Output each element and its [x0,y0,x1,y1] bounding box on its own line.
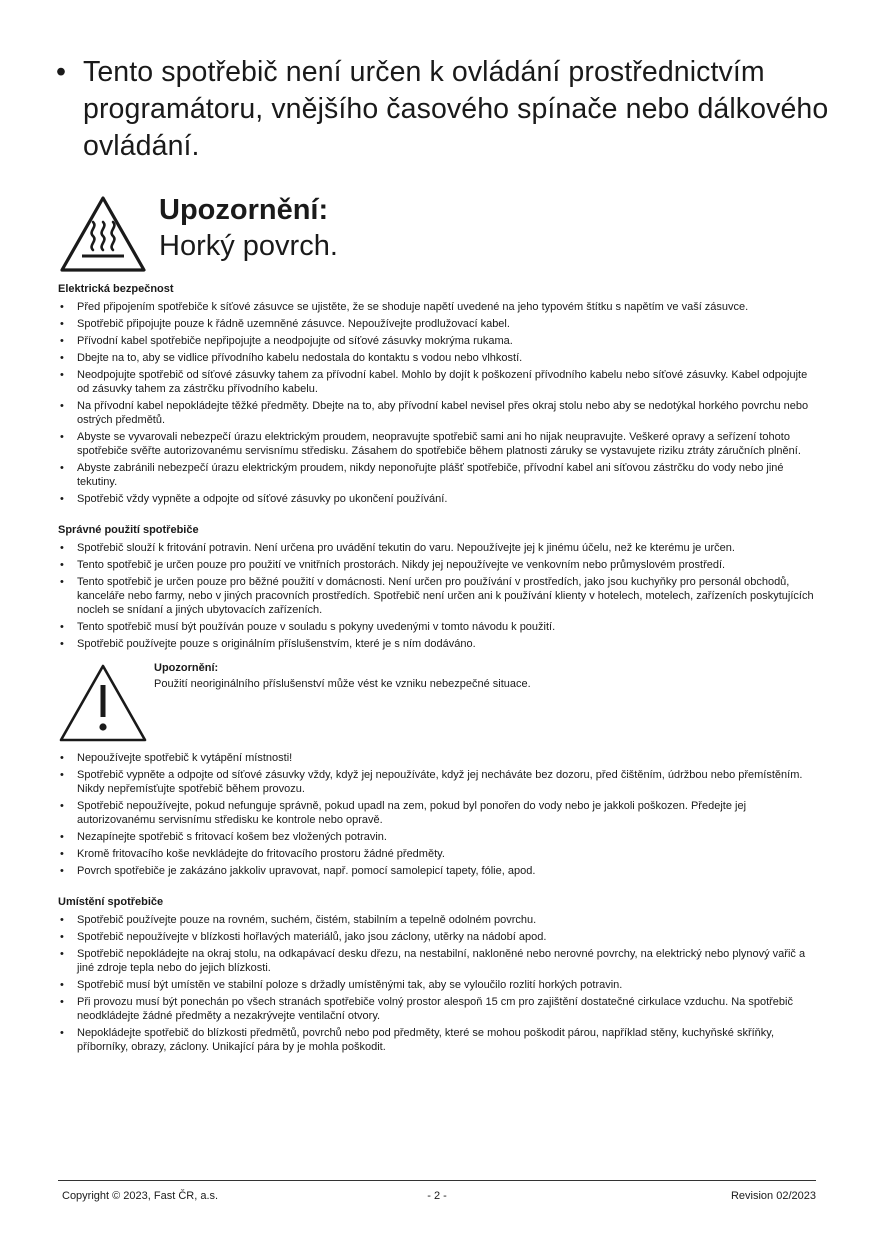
footer-revision: Revision 02/2023 [730,1190,816,1202]
list-item: • Spotřebič používejte pouze s originálním příslušenstvím, které je s ním dodáváno. [58,637,818,651]
list-item: • Abyste zabránili nebezpečí úrazu elektrickým proudem, nikdy neponořujte plášť spotřebiče, přívodní kabel ani síťovou zástrčku do vody nebo jiné tekutiny. [58,461,818,489]
electrical-safety-list [58,300,818,506]
list-item: • Nepoužívejte spotřebič k vytápění místnosti! [58,751,818,765]
further-use-list [58,751,818,878]
list-item: • Abyste se vyvarovali nebezpečí úrazu elektrickým proudem, neopravujte spotřebič sami ani ho nijak neupravujte. Veškeré opravy a seřízení tohoto spotřebiče svěřte autorizovanému servisnímu středisku. Zásahem do spotřebiče během platnosti záruky se vystavujete riziku ztráty záručních plnění. [58,430,818,458]
placement-list [58,913,818,1054]
list-item: • Spotřebič slouží k fritování potravin. Není určena pro uvádění tekutin do varu. Nepoužívejte jej k jinému účelu, než ke kterému je určen. [58,541,818,555]
accessory-warning [58,659,818,743]
section-heading-electrical: Elektrická bezpečnost [58,283,174,295]
list-item: • Tento spotřebič není určen k ovládání prostřednictvím programátoru, vnějšího časového spínače nebo dálkového ovládání. [56,54,836,165]
hot-surface-icon [58,194,148,274]
proper-use-list [58,541,818,651]
list-item: • Spotřebič nepokládejte na okraj stolu, na odkapávací desku dřezu, na nestabilní, nakloněné nebo nerovné povrchy, na elektrický nebo plynový vařič a jiné zdroje tepla nebo do jejich blízkosti. [58,947,818,975]
warning-title: Upozornění: [154,662,219,674]
footer-divider [58,1180,816,1181]
list-item: • Nepokládejte spotřebič do blízkosti předmětů, povrchů nebo pod předměty, které se mohou poškodit párou, například stěny, kuchyňské skříňky, příborníky, obrazy, záclony. Unikající pára by je mohla poškodit. [58,1026,818,1054]
list-item: • Na přívodní kabel nepokládejte těžké předměty. Dbejte na to, aby přívodní kabel nevisel přes okraj stolu nebo aby se nedotýkal horkého povrchu nebo ostrých předmětů. [58,399,818,427]
section-heading-placement: Umístění spotřebiče [58,896,164,908]
caution-icon [58,663,148,743]
list-item: • Nezapínejte spotřebič s fritovací košem bez vložených potravin. [58,830,818,844]
safety-content [58,282,818,1057]
list-item: • Spotřebič nepoužívejte v blízkosti hořlavých materiálů, jako jsou záclony, utěrky na nádobí apod. [58,930,818,944]
list-item: • Spotřebič používejte pouze na rovném, suchém, čistém, stabilním a tepelně odolném povrchu. [58,913,818,927]
list-item: • Spotřebič vypněte a odpojte od síťové zásuvky vždy, když jej nepoužíváte, když jej necháváte bez dozoru, před čištěním, údržbou nebo přemístěním. Nikdy nepřemísťujte spotřebič během provozu. [58,768,818,796]
footer-copyright: Copyright © 2023, Fast ČR, a.s. [62,1190,219,1202]
list-item: • Tento spotřebič je určen pouze pro běžné použití v domácnosti. Není určen pro používání v prostředích, jako jsou kuchyňky pro personál obchodů, kanceláře nebo farmy, nebo v jiných pracovních prostředích. Spotřebič není určen ani k používání klienty v hotelech, motelech, zařízeních poskytujících nocleh se snídaní a jiných ubytovacích zařízeních. [58,575,818,617]
warning-title: Upozornění: [159,194,329,226]
warning-text: Použití neoriginálního příslušenství může vést ke vzniku nebezpečné situace. [154,678,531,690]
warning-text: Horký povrch. [159,230,338,262]
list-item: • Tento spotřebič je určen pouze pro použití ve vnitřních prostorách. Nikdy jej nepoužívejte ve venkovním nebo průmyslovém prostředí. [58,558,818,572]
list-item: • Tento spotřebič musí být používán pouze v souladu s pokyny uvedenými v tomto návodu k použití. [58,620,818,634]
list-item: • Při provozu musí být ponechán po všech stranách spotřebiče volný prostor alespoň 15 cm pro zajištění dostatečné cirkulace vzduchu. Na spotřebič neodkládejte žádné předměty a nezakrývejte ventilační otvory. [58,995,818,1023]
list-item: • Přívodní kabel spotřebiče nepřipojujte a neodpojujte od síťové zásuvky mokrýma rukama. [58,334,818,348]
list-item: • Spotřebič musí být umístěn ve stabilní poloze s držadly umístěnými tak, aby se vyloučilo rozlití horkých potravin. [58,978,818,992]
list-item: • Před připojením spotřebiče k síťové zásuvce se ujistěte, že se shoduje napětí uvedené na jeho typovém štítku s napětím ve vaší zásuvce. [58,300,818,314]
list-item: • Spotřebič nepoužívejte, pokud nefunguje správně, pokud upadl na zem, pokud byl ponořen do vody nebo je jakkoli poškozen. Předejte jej autorizovanému servisnímu středisku ke kontrole nebo opravě. [58,799,818,827]
list-item: • Spotřebič připojujte pouze k řádně uzemněné zásuvce. Nepoužívejte prodlužovací kabel. [58,317,818,331]
footer-page-number: - 2 - [427,1190,447,1202]
list-item: • Neodpojujte spotřebič od síťové zásuvky tahem za přívodní kabel. Mohlo by dojít k poškození přívodního kabelu nebo síťové zásuvky. Kabel odpojujte od zásuvky tahem za zástrčku přívodního kabelu. [58,368,818,396]
list-item: • Spotřebič vždy vypněte a odpojte od síťové zásuvky po ukončení používání. [58,492,818,506]
section-heading-proper-use: Správné použití spotřebiče [58,524,199,536]
list-item: • Kromě fritovacího koše nevkládejte do fritovacího prostoru žádné předměty. [58,847,818,861]
list-item: • Povrch spotřebiče je zakázáno jakkoliv upravovat, např. pomocí samolepicí tapety, fólie, apod. [58,864,818,878]
hot-surface-warning [58,192,818,276]
top-bullet-list [56,54,836,165]
list-item: • Dbejte na to, aby se vidlice přívodního kabelu nedostala do kontaktu s vodou nebo vlhkostí. [58,351,818,365]
